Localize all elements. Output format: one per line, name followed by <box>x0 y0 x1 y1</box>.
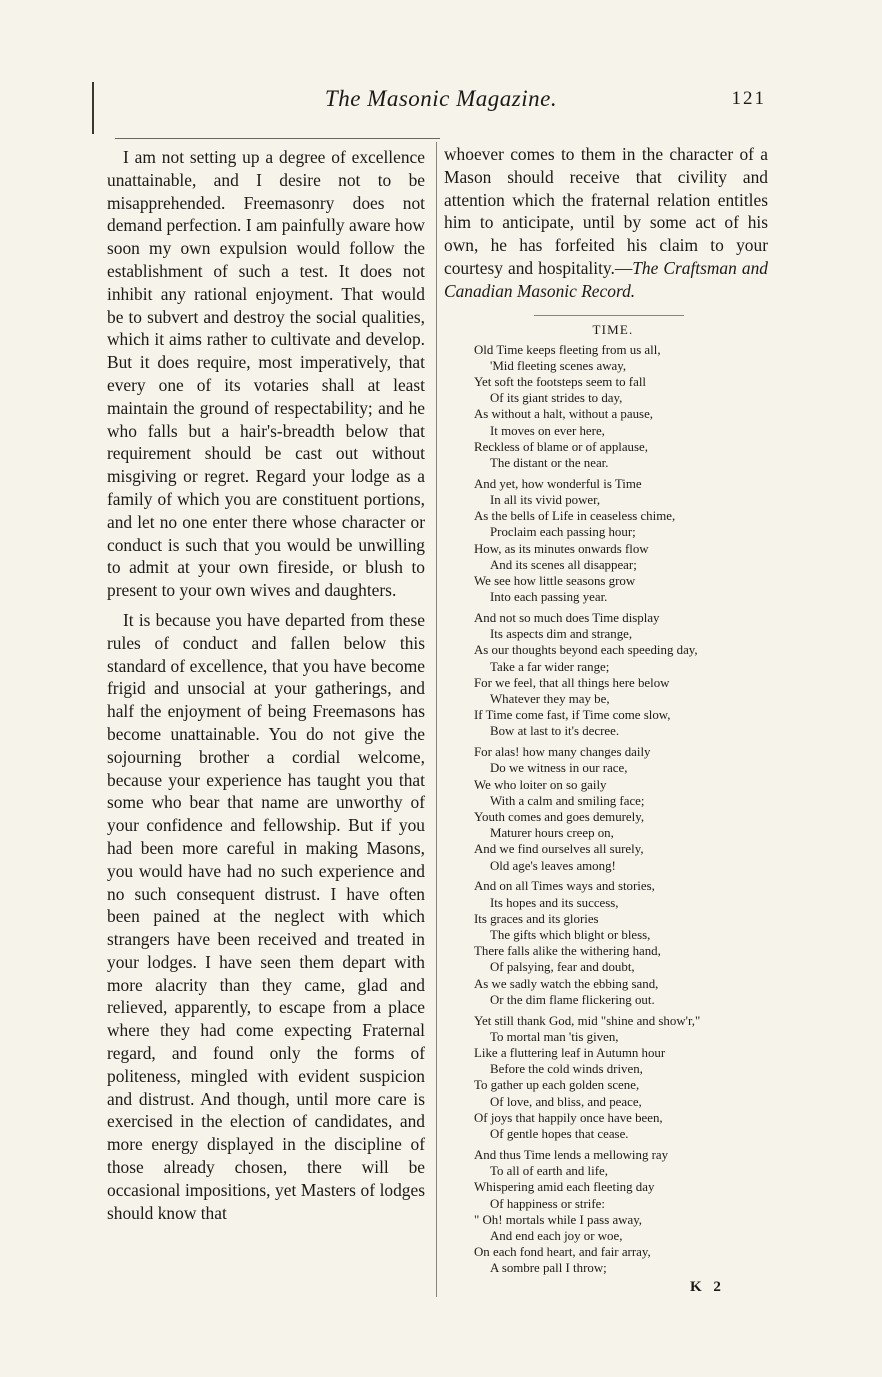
poem-line: In all its vivid power, <box>490 493 601 507</box>
poem-line: Of palsying, fear and doubt, <box>490 960 635 975</box>
left-column <box>107 146 425 1224</box>
poem-line: Of joys that happily once have been, <box>474 1110 663 1125</box>
poem-line: It moves on ever here, <box>490 423 605 438</box>
poem-line: 'Mid fleeting scenes away, <box>490 358 627 373</box>
poem-stanza <box>474 744 768 874</box>
paragraph-text: whoever comes to them in the character of a Mason should receive that civility and attention which the fraternal relation entitles him to anticipate, until by some act of his own, he has forfeited his claim to your courtesy and hospitality.— <box>444 144 768 278</box>
poem-line: We who loiter on so gaily <box>474 777 607 792</box>
poem-line: The gifts which blight or bless, <box>490 928 651 943</box>
continued-paragraph <box>444 143 768 303</box>
poem-line: The distant or the near. <box>490 456 609 470</box>
poem-stanza <box>474 1147 768 1277</box>
poem-line: Reckless of blame or of applause, <box>474 439 648 454</box>
page-number: 121 <box>731 88 766 109</box>
poem-line: As without a halt, without a pause, <box>474 407 654 422</box>
source-attribution: The Craftsman and Canadian Masonic Record. <box>444 257 768 301</box>
poem-line: Its graces and its glories <box>474 911 599 926</box>
poem-stanza <box>474 342 768 472</box>
poem-line: Of happiness or strife: <box>490 1196 605 1211</box>
poem-line: Of gentle hopes that cease. <box>490 1127 629 1142</box>
poem-line: Proclaim each passing hour; <box>490 525 636 540</box>
poem-line: Before the cold winds driven, <box>490 1062 643 1077</box>
poem-line: On each fond heart, and fair array, <box>474 1245 651 1260</box>
poem-line: " Oh! mortals while I pass away, <box>474 1212 643 1227</box>
poem-line: Whispering amid each fleeting day <box>474 1180 655 1195</box>
poem <box>474 342 768 1277</box>
header-rule <box>115 138 440 139</box>
section-rule <box>534 315 684 316</box>
poem-line: Into each passing year. <box>490 590 608 605</box>
poem-line: As our thoughts beyond each speeding day, <box>474 643 698 658</box>
running-title: The Masonic Magazine. <box>324 86 558 111</box>
poem-line: To all of earth and life, <box>490 1164 608 1179</box>
poem-line: To gather up each golden scene, <box>474 1078 640 1093</box>
poem-line: Youth comes and goes demurely, <box>474 810 645 825</box>
poem-line: How, as its minutes onwards flow <box>474 541 649 556</box>
poem-line: A sombre pall I throw; <box>490 1261 607 1276</box>
poem-line: Maturer hours creep on, <box>490 826 614 841</box>
poem-line: Its hopes and its success, <box>490 895 619 910</box>
poem-line: Yet still thank God, mid "shine and show'r," <box>474 1013 701 1028</box>
poem-line: If Time come fast, if Time come slow, <box>474 708 671 723</box>
poem-line: As the bells of Life in ceaseless chime, <box>474 509 676 524</box>
poem-line: And end each joy or woe, <box>490 1228 623 1243</box>
poem-line: Or the dim flame flickering out. <box>490 992 655 1007</box>
poem-line: For we feel, that all things here below <box>474 675 670 690</box>
poem-line: With a calm and smiling face; <box>490 793 645 808</box>
poem-line: Whatever they may be, <box>490 692 610 707</box>
poem-line: Take a far wider range; <box>490 659 610 674</box>
poem-line: For alas! how many changes daily <box>474 745 651 760</box>
poem-line: And yet, how wonderful is Time <box>474 476 642 491</box>
poem-line: We see how little seasons grow <box>474 574 636 589</box>
poem-line: And on all Times ways and stories, <box>474 879 655 894</box>
poem-line: Its aspects dim and strange, <box>490 627 633 642</box>
poem-line: Old Time keeps fleeting from us all, <box>474 342 661 357</box>
poem-stanza <box>474 1013 768 1143</box>
poem-line: And we find ourselves all surely, <box>474 842 644 857</box>
poem-line: And thus Time lends a mellowing ray <box>474 1147 669 1162</box>
poem-line: To mortal man 'tis given, <box>490 1029 619 1044</box>
poem-line: Of its giant strides to day, <box>490 391 623 406</box>
poem-line: Old age's leaves among! <box>490 858 616 873</box>
poem-title: TIME. <box>592 321 634 337</box>
body-paragraph: It is because you have departed from these rules of conduct and fallen below this standard of excellence, that you have become frigid and unsocial at your gatherings, and half the enjoyment of being Freemasons has become unattainable. You do not give the sojourning brother a cordial welcome, because your experience has taught you that some who bear that name are unworthy of your confidence and fellowship. But if you had been more careful in making Masons, you would have had no such experience and no such consequent distrust. I have often been pained at the neglect with which strangers have been received and treated in your lodges. I have seen them depart with more alacrity than they came, glad and relieved, apparently, to escape from a place where they had come expecting Fraternal regard, and found only the forms of politeness, mingled with evident suspicion and distrust. And though, until more care is exercised in the election of candidates, and more energy displayed in the discipline of those already chosen, there will be occasional impositions, yet Masters of lodges should know that <box>107 609 425 1223</box>
poem-line: And not so much does Time display <box>474 611 660 626</box>
column-divider <box>436 142 437 1297</box>
poem-line: There falls alike the withering hand, <box>474 944 661 959</box>
poem-line: Of love, and bliss, and peace, <box>490 1094 642 1109</box>
poem-stanza <box>474 878 768 1008</box>
poem-line: Do we witness in our race, <box>490 761 628 776</box>
poem-line: Bow at last to it's decree. <box>490 724 620 739</box>
signature-mark: K 2 <box>690 1279 725 1295</box>
poem-line: Yet soft the footsteps seem to fall <box>474 374 646 389</box>
poem-line: And its scenes all disappear; <box>490 557 637 572</box>
right-column <box>444 143 768 1277</box>
poem-line: Like a fluttering leaf in Autumn hour <box>474 1046 666 1061</box>
poem-line: As we sadly watch the ebbing sand, <box>474 976 659 991</box>
poem-stanza <box>474 610 768 740</box>
body-paragraph: I am not setting up a degree of excellence unattainable, and I desire not to be misapprehended. Freemasonry does not demand perfection. I am painfully aware how soon my own expulsion would follow the establishment of such a test. It does not inhibit any rational enjoyment. That would be to subvert and destroy the social qualities, which it aims rather to cultivate and develop. But it does require, most imperatively, that every one of its votaries shall at least maintain the ground of respectability; and he who falls but a hair's-breadth below that requirement should be cast out without misgiving or regret. Regard your lodge as a family of which you are constituent portions, and let no one enter there whose character or conduct is such that you would be unwilling to admit at your own fireside, or blush to present to your own wives and daughters. <box>107 147 425 601</box>
poem-stanza <box>474 476 768 606</box>
